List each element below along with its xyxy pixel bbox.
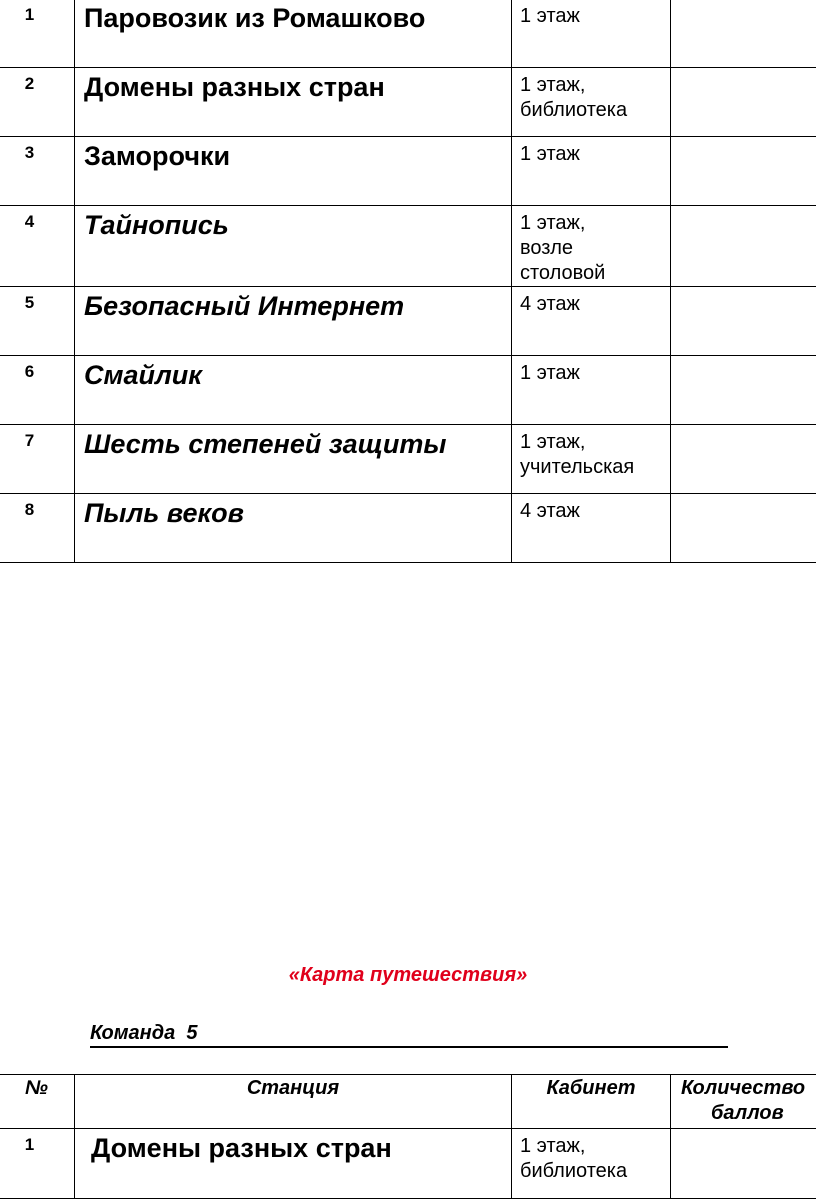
station-name: Паровозик из Ромашково <box>75 0 512 68</box>
points-cell <box>671 206 816 287</box>
station-name: Пыль веков <box>75 494 512 563</box>
points-cell <box>671 287 816 356</box>
cabinet-cell <box>512 356 671 425</box>
header-points <box>671 1075 816 1129</box>
stations-table <box>0 0 816 563</box>
points-cell <box>671 137 816 206</box>
table-row <box>0 287 816 356</box>
station-name: Тайнопись <box>75 206 512 287</box>
row-number: 7 <box>0 425 75 494</box>
points-cell <box>671 68 816 137</box>
points-cell <box>671 0 816 68</box>
map-title: «Карта путешествия» <box>288 964 528 986</box>
station-name: Заморочки <box>75 137 512 206</box>
table-row <box>0 356 816 425</box>
table-row <box>0 137 816 206</box>
points-cell <box>671 494 816 563</box>
cabinet-cell <box>512 425 671 494</box>
station-name: Безопасный Интернет <box>75 287 512 356</box>
row-number: 8 <box>0 494 75 563</box>
cabinet-cell <box>512 68 671 137</box>
cabinet-text: 1 этаж, возле столовой <box>520 212 606 284</box>
row-number: 1 <box>0 1129 75 1199</box>
row-number: 5 <box>0 287 75 356</box>
cabinet-cell <box>512 1129 671 1199</box>
table-row <box>0 206 816 287</box>
cabinet-cell <box>512 206 671 287</box>
points-cell <box>671 1129 816 1199</box>
cabinet-text: 1 этаж, библиотека <box>520 74 628 121</box>
station-name: Домены разных стран <box>75 68 512 137</box>
table-row <box>0 425 816 494</box>
cabinet-text: 1 этаж, учительская <box>520 431 635 478</box>
table-row <box>0 1129 816 1199</box>
table-row <box>0 0 816 68</box>
cabinet-text: 1 этаж <box>520 362 580 384</box>
cabinet-cell <box>512 494 671 563</box>
header-points-line1: Количество <box>681 1077 806 1099</box>
cabinet-text: 1 этаж <box>520 143 580 165</box>
points-cell <box>671 425 816 494</box>
row-number: 1 <box>0 0 75 68</box>
cabinet-cell <box>512 287 671 356</box>
cabinet-text: 1 этаж <box>520 5 580 27</box>
table-row <box>0 494 816 563</box>
table-row <box>0 68 816 137</box>
cabinet-text: 4 этаж <box>520 500 580 522</box>
cabinet-text: 4 этаж <box>520 293 580 315</box>
row-number: 4 <box>0 206 75 287</box>
row-number: 3 <box>0 137 75 206</box>
station-name: Смайлик <box>75 356 512 425</box>
points-cell <box>671 356 816 425</box>
header-station: Станция <box>75 1075 512 1129</box>
header-points-line2: баллов <box>711 1102 784 1124</box>
cabinet-text: 1 этаж, библиотека <box>520 1135 628 1182</box>
station-name: Шесть степеней защиты <box>75 425 512 494</box>
row-number: 2 <box>0 68 75 137</box>
team-map-table <box>0 1074 816 1199</box>
row-number: 6 <box>0 356 75 425</box>
station-name: Домены разных стран <box>75 1129 512 1199</box>
table-header-row <box>0 1075 816 1129</box>
cabinet-cell <box>512 137 671 206</box>
cabinet-cell <box>512 0 671 68</box>
header-cabinet: Кабинет <box>512 1075 671 1129</box>
team-label: Команда 5 <box>90 1022 728 1048</box>
header-number: № <box>0 1075 75 1129</box>
